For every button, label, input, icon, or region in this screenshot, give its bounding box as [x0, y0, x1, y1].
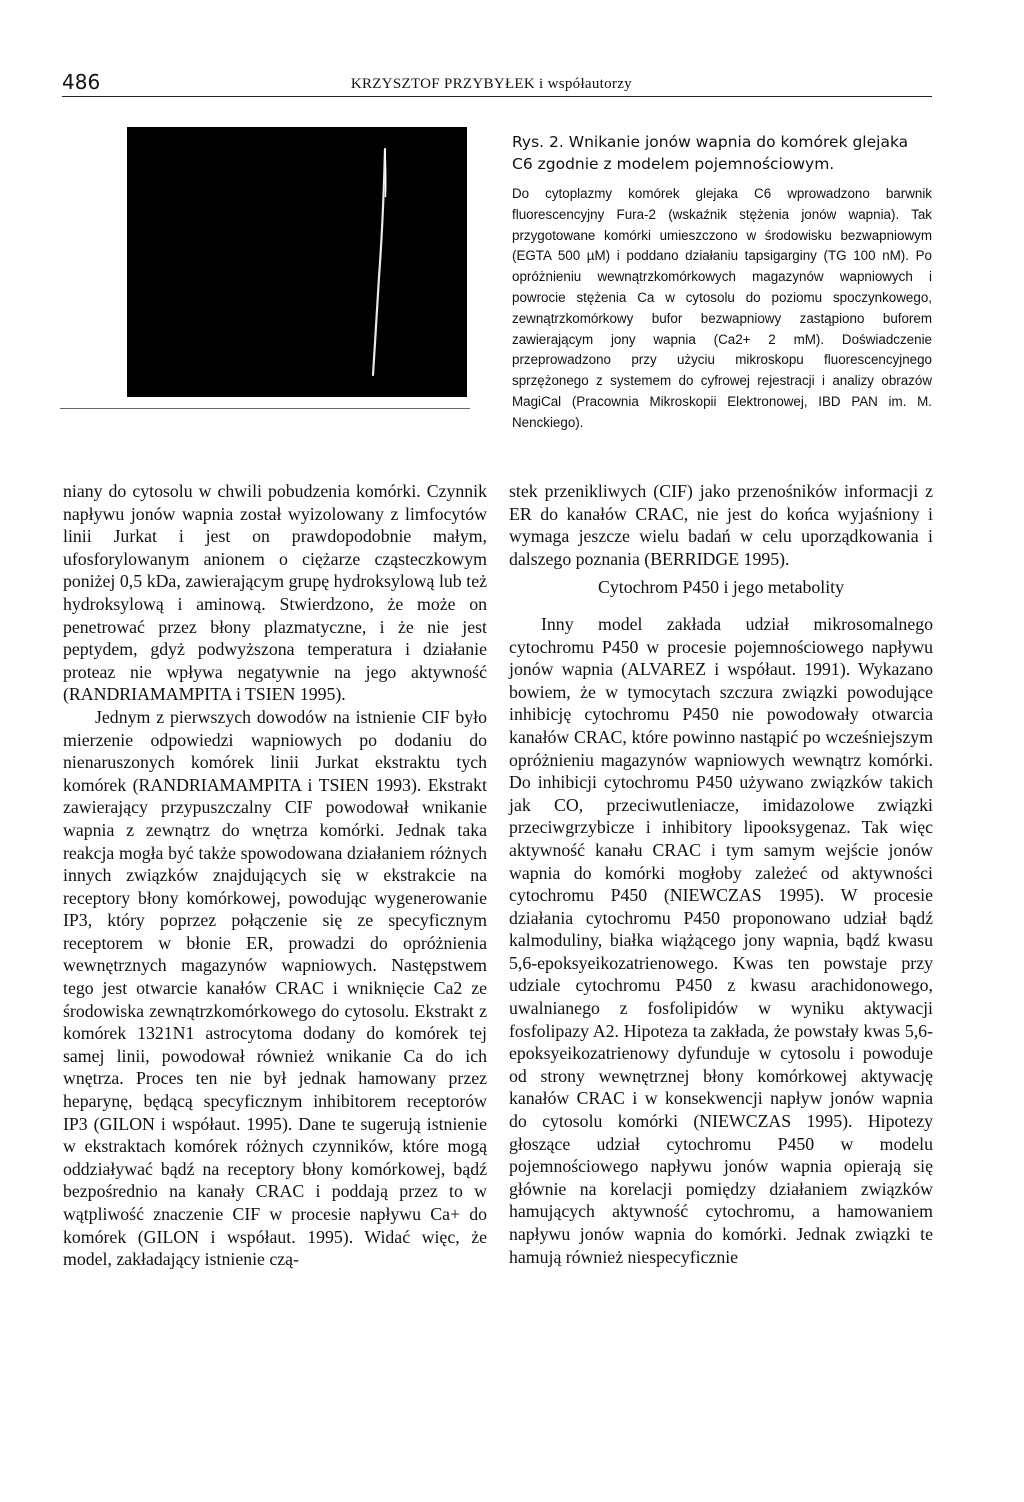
left-column	[63, 480, 487, 1271]
paragraph: niany do cytosolu w chwili pobudzenia komórki. Czynnik napływu jonów wapnia został wyizolowany z limfocytów linii Jurkat i jest on prawdopodobnie małym, ufosforylowanym anionem o ciężarze cząsteczkowym poniżej 0,5 kDa, zawierającym grupę hydroksylową lub też hydroksylową i aminową. Stwierdzono, że może on penetrować przez błony plazmatyczne, i że nie jest peptydem, gdyż podwyższona temperatura i działanie proteaz nie wpływa negatywnie na jego aktywność (RANDRIAMAMPITA i TSIEN 1995).	[63, 481, 487, 705]
figure-baseline	[60, 408, 470, 409]
figure-caption-body: Do cytoplazmy komórek glejaka C6 wprowadzono barwnik fluorescencyjny Fura-2 (wskaźnik stężenia jonów wapnia). Tak przygotowane komórki umieszczono w środowisku bezwapniowym (EGTA 500 µM) i poddano działaniu tapsigarginy (TG 100 nM). Po opróżnieniu wewnątrzkomórkowych magazynów wapniowych i powrocie stężenia Ca w cytosolu do poziomu spoczynkowego, zewnątrzkomórkowy bufor bezwapniowy zastąpiono buforem zawierającym jony wapnia (Ca2+ 2 mM). Doświadczenie przeprowadzono przy użyciu mikroskopu fluorescencyjnego sprzężonego z systemem do cyfrowej rejestracji i analizy obrazów MagiCal (Pracownia Mikroskopii Elektronowej, IBD PAN im. M. Nenckiego).	[512, 186, 932, 430]
paragraph: stek przenikliwych (CIF) jako przenośników informacji z ER do kanałów CRAC, nie jest do końca wyjaśniony i wymaga jeszcze wielu badań w celu uporządkowania i dalszego poznania (BERRIDGE 1995).	[509, 481, 933, 569]
right-column	[509, 480, 933, 1268]
page-number: 486	[62, 70, 101, 94]
figure-image	[127, 127, 467, 397]
fluorescence-trace	[127, 127, 467, 397]
paragraph: Jednym z pierwszych dowodów na istnienie CIF było mierzenie odpowiedzi wapniowych po dodaniu do nienaruszonych komórek linii Jurkat ekstraktu tych komórek (RANDRIAMAMPITA i TSIEN 1993). Ekstrakt zawierający przypuszczalny CIF powodował wnikanie wapnia z zewnątrz do wnętrza komórki. Jednak taka reakcja mogła być także spowodowana działaniem różnych innych związków znajdujących się w ekstrakcie na receptory błony komórkowej, powodując wygenerowanie IP3, który poprzez połączenie się ze specyficznym receptorem w błonie ER, prowadzi do opróżnienia wewnętrznych magazynów wapniowych. Następstwem tego jest otwarcie kanałów CRAC i wniknięcie Ca2 ze środowiska zewnątrzkomórkowego do cytosolu. Ekstrakt z komórek 1321N1 astrocytoma dodany do komórek tej samej linii, powodował również wnikanie Ca do ich wnętrza. Proces ten nie był jednak hamowany przez heparynę, będącą specyficznym inhibitorem receptorów IP3 (GILON i współaut. 1995). Dane te sugerują istnienie w ekstraktach komórek różnych czynników, które mogą oddziaływać bądź na receptory błony komórkowej, bądź bezpośrednio na kanały CRAC i poddają przez to w wątpliwość znaczenie CIF w procesie napływu Ca+ do komórek (GILON i współaut. 1995). Widać więc, że model, zakładający istnienie czą-	[63, 706, 487, 1270]
section-heading: Cytochrom P450 i jego metabolity	[598, 577, 844, 598]
figure-caption-title: Rys. 2. Wnikanie jonów wapnia do komórek glejaka C6 zgodnie z modelem pojemnościowym.	[512, 133, 909, 173]
running-head: KRZYSZTOF PRZYBYŁEK i współautorzy	[350, 76, 632, 92]
page-header	[62, 66, 932, 97]
paragraph: Inny model zakłada udział mikrosomalnego cytochromu P450 w procesie pojemnościowego napływu jonów wapnia (ALVAREZ i współaut. 1991). Wykazano bowiem, że w tymocytach szczura związki powodujące inhibicję cytochromu P450 nie powodowały otwarcia kanałów CRAC, które powinno nastąpić po wcześniejszym opróżnieniu magazynów wapniowych wewnątrz komórki. Do inhibicji cytochromu P450 używano związków takich jak CO, przeciwutleniacze, imidazolowe związki przeciwgrzybicze i inhibitory lipooksygenaz. Tak więc aktywność kanału CRAC i tym samym wejście jonów wapnia do komórki mogłoby zależeć od aktywności cytochromu P450 (NIEWCZAS 1995). W procesie działania cytochromu P450 proponowano udział bądź kalmoduliny, białka wiążącego jony wapnia, bądź kwasu 5,6-epoksyeikozatrienowego. Kwas ten powstaje przy udziale cytochromu P450 z kwasu arachidonowego, uwalnianego z fosfolipidów w wyniku aktywacji fosfolipazy A2. Hipoteza ta zakłada, że powstały kwas 5,6-epoksyeikozatrienowy dyfunduje w cytosolu i powoduje od strony wewnętrznej błony komórkowej aktywację kanałów CRAC i w konsekwencji napływ jonów wapnia do cytosolu komórki (NIEWCZAS 1995). Hipotezy głoszące udział cytochromu P450 w modelu pojemnościowego napływu jonów wapnia opierają się głównie na korelacji pomiędzy działaniem związków hamujących aktywność cytochromu, a hamowaniem napływu jonów wapnia do komórki. Jednak związki te hamują również niespecyficznie	[509, 613, 933, 1267]
